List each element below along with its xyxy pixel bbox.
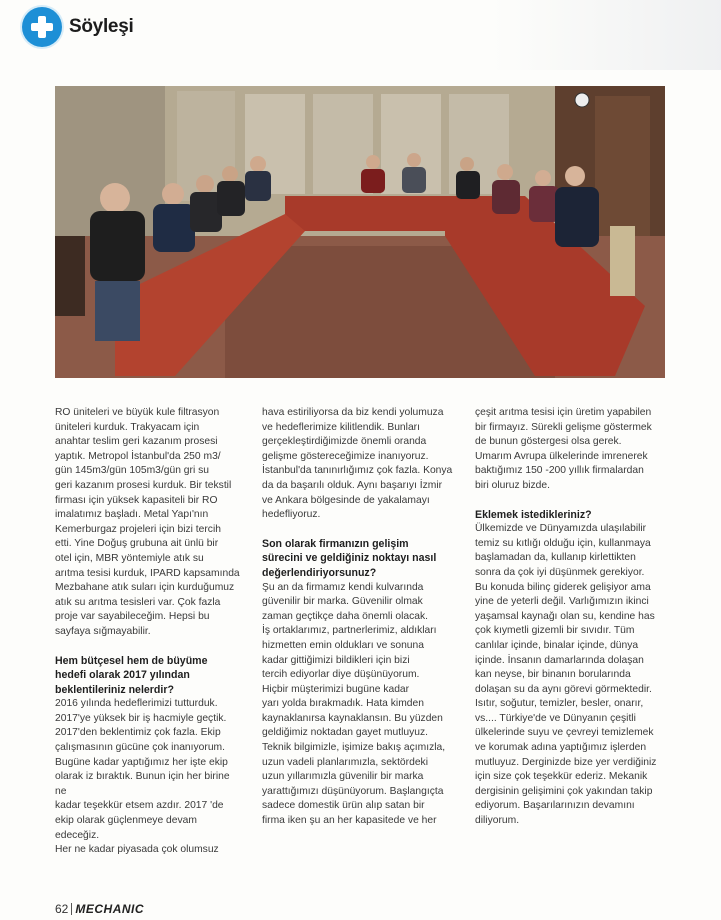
question-heading: Hem bütçesel hem de büyüme hedefi olarak 2017 yılından beklentileriniz nelerdir? [55, 654, 208, 696]
column-1 [55, 406, 243, 858]
header-shade [491, 0, 721, 70]
section-header [22, 6, 133, 48]
paragraph: hava estiriliyorsa da biz kendi yolumuza ve hedeflerimize kilitlendik. Bunları gerçekleştirdiğimizde önemli oranda gelişme göstereceğimize inanıyoruz. İstanbul'da tanınırlığımız çok fazla. Konya da da başarılı olduk. Aynı başarıyı İzmir ve Ankara bölgesinde de yakalamayı hedefliyoruz. [262, 407, 453, 521]
paragraph: Şu an da firmamız kendi kulvarında güvenilir bir marka. Güvenilir olmak zaman geçtikçe daha önemli olacak. İş ortaklarımız, partnerlerimiz, aldıkları hizmetten emin oldukları ve sonuna kadar gittiğimizi bildikleri için bizi tercih ediyorlar diye düşünüyorum. Hiçbir müşterimizi bugüne kadar yarı yolda bırakmadık. Hata kimden kaynaklanırsa kaynaklansın. Bu yüzden geldiğimiz noktadan gayet mutluyuz. Teknik bilgimizle, işimize bakış açımızla, uzun vadeli planlarımızla, sektördeki uzun yıllarımızla güvenilir bir marka yarattığımızı düşünüyorum. Başlangıçta sadece domestik ürün alıp satan bir firma iken şu an her kapasitede ve her [262, 581, 446, 827]
meeting-photo [55, 86, 665, 378]
paragraph: 2016 yılında hedeflerimizi tutturduk. 2017'ye yüksek bir iş hacmiyle geçtik. 2017'den beklentimiz çok fazla. Ekip çalışmasının gücüne çok inanıyorum. Bugüne kadar yaptığımız her işte ekip olarak iz bıraktık. Bunun için her birine ne kadar teşekkür etsem azdır. 2017 'de ekip olarak güçlenmeye devam edeceğiz. Her ne kadar piyasada çok olumsuz [55, 698, 230, 856]
magazine-logo: MECHANIC [75, 902, 145, 916]
plus-icon [22, 7, 62, 47]
paragraph: RO üniteleri ve büyük kule filtrasyon üniteleri kurduk. Trakyacam için anahtar teslim geri kazanım prosesi yaptık. Metropol İstanbul'da 250 m3/ gün 145m3/gün 105m3/gün gri su geri kazanım prosesi kurduk. Bir tekstil firması için yüksek kapasiteli bir RO imalatımız başladı. Metal Yapı'nın Kemerburgaz projeleri için bizi tercih etti. Yine Doğuş grubuna ait ünlü bir otel için, MBR yöntemiyle atık su arıtma tesisi kurduk, IPARD kapsamında Mezbahane atık suları için kurduğumuz atık su arıtma tesisleri var. Çok fazla proje var sayabileceğim. Hepsi bu sayfaya sığmayabilir. [55, 407, 240, 637]
question-heading: Eklemek istedikleriniz? [475, 508, 592, 521]
question-heading: Son olarak firmanızın gelişim sürecini ve geldiğiniz noktayı nasıl değerlendiriyorsunuz? [262, 537, 437, 579]
footer-divider [71, 903, 72, 915]
section-title: Söyleşi [69, 16, 134, 37]
page-number: 62 [55, 902, 69, 916]
column-2 [262, 406, 458, 829]
meeting-photo-illustration [55, 86, 665, 378]
page-footer [55, 902, 144, 916]
paragraph: Ülkemizde ve Dünyamızda ulaşılabilir temiz su kıtlığı olduğu için, kullanmaya başlamadan da, kullanıp kirlettikten sonra da çok iyi düşünmek gerekiyor. Bu konuda bilinç giderek gelişiyor ama yine de yeterli değil. Varlığımızın ikinci yaşamsal kaynağı olan su, kendine has çok kıymetli gizemli bir sıvıdır. Tüm canlılar içinde, binalar içinde, dünya içinde. İnsanın damarlarında dolaşan kan neyse, bir binanın borularında dolaşan su da aynı görevi görmektedir. Isıtır, soğutur, temizler, besler, onarır, vs.... Türkiye'de ve Dünyanın çeşitli ülkelerinde suyu ve çevreyi temizlemek ve korumak adına yaptığımız işlerden mutluyuz. Derginizde bize yer verdiğiniz için size çok teşekkür ederiz. Mekanik dergisinin gelişimini çok yakından takip ediyorum. Başarılarınızın devamını diliyorum. [475, 523, 657, 827]
column-3 [475, 406, 671, 829]
paragraph: çeşit arıtma tesisi için üretim yapabilen bir firmayız. Sürekli gelişme göstermek de bunun göstergesi olsa gerek. Umarım Avrupa ülkelerinde imrenerek baktığımız 150 -200 yıllık firmalardan biri oluruz bizde. [475, 407, 652, 491]
